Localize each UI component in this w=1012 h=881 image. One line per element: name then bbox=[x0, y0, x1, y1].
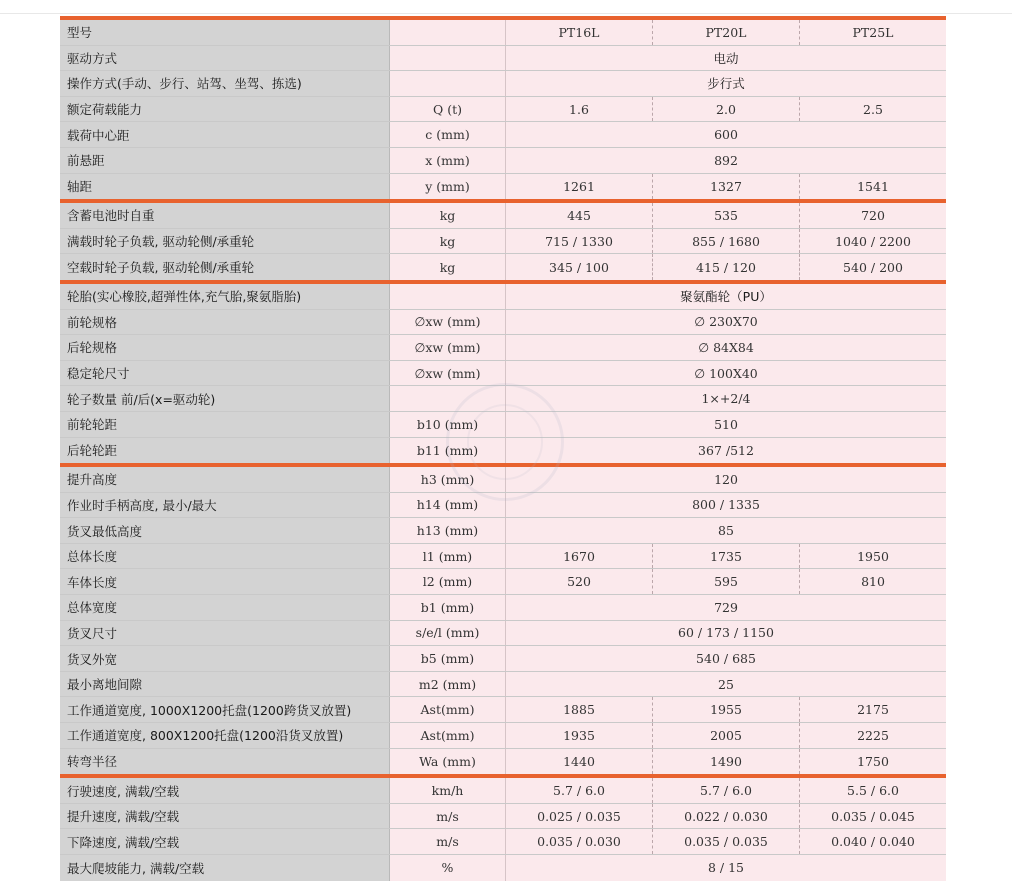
spec-value: 855 / 1680 bbox=[653, 229, 800, 254]
spec-unit: ∅xw (mm) bbox=[390, 335, 506, 360]
spec-unit: m/s bbox=[390, 804, 506, 829]
spec-row bbox=[60, 804, 946, 830]
spec-unit: km/h bbox=[390, 778, 506, 803]
spec-unit: % bbox=[390, 855, 506, 881]
spec-unit: h14 (mm) bbox=[390, 493, 506, 518]
spec-unit: b1 (mm) bbox=[390, 595, 506, 620]
spec-row bbox=[60, 254, 946, 280]
spec-unit: ∅xw (mm) bbox=[390, 310, 506, 335]
spec-value-shared: 85 bbox=[718, 523, 734, 539]
spec-value: 2005 bbox=[653, 723, 800, 748]
spec-value: 1955 bbox=[653, 697, 800, 722]
spec-row bbox=[60, 672, 946, 698]
spec-value-shared: 120 bbox=[714, 471, 738, 487]
spec-label: 型号 bbox=[60, 20, 390, 45]
spec-unit: b10 (mm) bbox=[390, 412, 506, 437]
spec-label: 车体长度 bbox=[60, 569, 390, 594]
spec-unit: kg bbox=[390, 203, 506, 228]
spec-unit: b11 (mm) bbox=[390, 438, 506, 464]
spec-unit: l2 (mm) bbox=[390, 569, 506, 594]
spec-table bbox=[60, 16, 946, 881]
spec-value: 1040 / 2200 bbox=[835, 233, 911, 249]
spec-row bbox=[60, 569, 946, 595]
spec-row bbox=[60, 621, 946, 647]
spec-value: 810 bbox=[861, 574, 885, 590]
spec-row bbox=[60, 749, 946, 775]
spec-value: 345 / 100 bbox=[506, 254, 653, 280]
spec-row bbox=[60, 778, 946, 804]
spec-value: 1490 bbox=[653, 749, 800, 775]
spec-row bbox=[60, 595, 946, 621]
spec-unit bbox=[390, 284, 506, 309]
spec-unit bbox=[390, 71, 506, 96]
spec-value: 1.6 bbox=[506, 97, 653, 122]
spec-row bbox=[60, 203, 946, 229]
spec-value: 5.5 / 6.0 bbox=[847, 783, 899, 799]
spec-unit: Ast(mm) bbox=[390, 723, 506, 748]
spec-value-shared: 25 bbox=[718, 676, 734, 692]
spec-row bbox=[60, 493, 946, 519]
spec-label: 最大爬坡能力, 满载/空载 bbox=[60, 855, 390, 881]
spec-value-shared: 电动 bbox=[713, 50, 739, 66]
spec-value: 1935 bbox=[506, 723, 653, 748]
spec-unit: h13 (mm) bbox=[390, 518, 506, 543]
spec-value-shared: 聚氨酯轮（PU） bbox=[680, 289, 772, 305]
spec-row bbox=[60, 438, 946, 464]
spec-value-shared: ∅ 100X40 bbox=[694, 365, 758, 381]
spec-label: 行驶速度, 满载/空载 bbox=[60, 778, 390, 803]
spec-row bbox=[60, 646, 946, 672]
spec-value-shared: 800 / 1335 bbox=[692, 497, 760, 513]
spec-row bbox=[60, 148, 946, 174]
spec-unit: s/e/l (mm) bbox=[390, 621, 506, 646]
spec-value: 2.0 bbox=[653, 97, 800, 122]
spec-unit bbox=[390, 386, 506, 411]
spec-row bbox=[60, 335, 946, 361]
spec-row bbox=[60, 97, 946, 123]
spec-label: 空载时轮子负载, 驱动轮侧/承重轮 bbox=[60, 254, 390, 280]
spec-value: 5.7 / 6.0 bbox=[653, 778, 800, 803]
spec-unit: l1 (mm) bbox=[390, 544, 506, 569]
spec-value-shared: 8 / 15 bbox=[707, 860, 745, 876]
spec-value: 1750 bbox=[857, 753, 889, 769]
spec-label: 额定荷载能力 bbox=[60, 97, 390, 122]
spec-value: 0.035 / 0.045 bbox=[831, 808, 915, 824]
top-divider bbox=[0, 13, 1012, 14]
spec-value-shared: 540 / 685 bbox=[696, 651, 756, 667]
spec-value-shared: ∅ 84X84 bbox=[698, 339, 754, 355]
spec-label: 作业时手柄高度, 最小/最大 bbox=[60, 493, 390, 518]
spec-value: 0.035 / 0.030 bbox=[506, 829, 653, 854]
spec-label: 货叉外宽 bbox=[60, 646, 390, 671]
spec-row bbox=[60, 467, 946, 493]
spec-value-shared: 729 bbox=[714, 599, 738, 615]
spec-unit: Q (t) bbox=[390, 97, 506, 122]
spec-value-shared: 600 bbox=[714, 127, 738, 143]
spec-label: 最小离地间隙 bbox=[60, 672, 390, 697]
spec-value: 1541 bbox=[857, 178, 889, 194]
spec-value: 535 bbox=[653, 203, 800, 228]
spec-label: 提升速度, 满载/空载 bbox=[60, 804, 390, 829]
spec-value: 415 / 120 bbox=[653, 254, 800, 280]
spec-value: 1735 bbox=[653, 544, 800, 569]
spec-unit: x (mm) bbox=[390, 148, 506, 173]
spec-label: 后轮规格 bbox=[60, 335, 390, 360]
spec-row bbox=[60, 310, 946, 336]
spec-unit: Ast(mm) bbox=[390, 697, 506, 722]
spec-unit: ∅xw (mm) bbox=[390, 361, 506, 386]
spec-value: 5.7 / 6.0 bbox=[506, 778, 653, 803]
spec-value: 1950 bbox=[857, 548, 889, 564]
spec-value-shared: 367 /512 bbox=[698, 442, 754, 458]
spec-label: 含蓄电池时自重 bbox=[60, 203, 390, 228]
spec-unit bbox=[390, 20, 506, 45]
spec-row bbox=[60, 284, 946, 310]
spec-value: 445 bbox=[506, 203, 653, 228]
spec-row bbox=[60, 518, 946, 544]
spec-value: 1327 bbox=[653, 174, 800, 200]
spec-unit: kg bbox=[390, 229, 506, 254]
spec-value: 0.022 / 0.030 bbox=[653, 804, 800, 829]
spec-value-shared: 60 / 173 / 1150 bbox=[678, 625, 774, 641]
spec-row bbox=[60, 122, 946, 148]
spec-row bbox=[60, 361, 946, 387]
spec-row bbox=[60, 697, 946, 723]
spec-label: 前轮轮距 bbox=[60, 412, 390, 437]
spec-label: 货叉最低高度 bbox=[60, 518, 390, 543]
spec-unit: c (mm) bbox=[390, 122, 506, 147]
spec-label: 操作方式(手动、步行、站驾、坐驾、拣选) bbox=[60, 71, 390, 96]
spec-label: 载荷中心距 bbox=[60, 122, 390, 147]
spec-value-shared: 1×+2/4 bbox=[701, 391, 751, 407]
spec-row bbox=[60, 46, 946, 72]
spec-value: 595 bbox=[653, 569, 800, 594]
spec-row bbox=[60, 412, 946, 438]
spec-label: 货叉尺寸 bbox=[60, 621, 390, 646]
spec-value-shared: ∅ 230X70 bbox=[694, 314, 758, 330]
spec-value: 1440 bbox=[506, 749, 653, 775]
spec-unit: b5 (mm) bbox=[390, 646, 506, 671]
spec-label: 满载时轮子负载, 驱动轮侧/承重轮 bbox=[60, 229, 390, 254]
spec-unit: m/s bbox=[390, 829, 506, 854]
spec-value: 1261 bbox=[506, 174, 653, 200]
spec-row bbox=[60, 829, 946, 855]
spec-row bbox=[60, 544, 946, 570]
spec-label: 前轮规格 bbox=[60, 310, 390, 335]
spec-value: 2175 bbox=[857, 702, 889, 718]
spec-value: 2.5 bbox=[863, 101, 883, 117]
spec-label: 工作通道宽度, 800X1200托盘(1200沿货叉放置) bbox=[60, 723, 390, 748]
spec-value: 715 / 1330 bbox=[506, 229, 653, 254]
spec-label: 轴距 bbox=[60, 174, 390, 200]
spec-label: 转弯半径 bbox=[60, 749, 390, 775]
spec-value: 2225 bbox=[857, 727, 889, 743]
spec-unit: m2 (mm) bbox=[390, 672, 506, 697]
spec-row bbox=[60, 723, 946, 749]
spec-row bbox=[60, 229, 946, 255]
spec-value: 0.040 / 0.040 bbox=[831, 834, 915, 850]
spec-value: 540 / 200 bbox=[843, 259, 903, 275]
spec-value: 720 bbox=[861, 207, 885, 223]
spec-row bbox=[60, 855, 946, 881]
spec-value-shared: 步行式 bbox=[707, 76, 745, 92]
spec-unit: Wa (mm) bbox=[390, 749, 506, 775]
spec-value: PT20L bbox=[653, 20, 800, 45]
spec-label: 轮胎(实心橡胶,超弹性体,充气胎,聚氨脂胎) bbox=[60, 284, 390, 309]
spec-unit: kg bbox=[390, 254, 506, 280]
spec-label: 下降速度, 满载/空载 bbox=[60, 829, 390, 854]
spec-label: 轮子数量 前/后(x=驱动轮) bbox=[60, 386, 390, 411]
spec-value: 0.025 / 0.035 bbox=[506, 804, 653, 829]
spec-value-shared: 510 bbox=[714, 416, 738, 432]
spec-value: 1670 bbox=[506, 544, 653, 569]
spec-label: 总体长度 bbox=[60, 544, 390, 569]
spec-value: 0.035 / 0.035 bbox=[653, 829, 800, 854]
spec-label: 后轮轮距 bbox=[60, 438, 390, 464]
spec-unit: y (mm) bbox=[390, 174, 506, 200]
spec-unit: h3 (mm) bbox=[390, 467, 506, 492]
spec-value: 1885 bbox=[506, 697, 653, 722]
spec-row bbox=[60, 386, 946, 412]
spec-row bbox=[60, 174, 946, 200]
spec-value: 520 bbox=[506, 569, 653, 594]
spec-value-shared: 892 bbox=[714, 152, 738, 168]
spec-label: 提升高度 bbox=[60, 467, 390, 492]
spec-label: 前悬距 bbox=[60, 148, 390, 173]
spec-label: 总体宽度 bbox=[60, 595, 390, 620]
spec-label: 稳定轮尺寸 bbox=[60, 361, 390, 386]
spec-value: PT16L bbox=[506, 20, 653, 45]
spec-row bbox=[60, 20, 946, 46]
spec-unit bbox=[390, 46, 506, 71]
spec-value: PT25L bbox=[852, 24, 894, 40]
spec-row bbox=[60, 71, 946, 97]
spec-label: 驱动方式 bbox=[60, 46, 390, 71]
spec-label: 工作通道宽度, 1000X1200托盘(1200跨货叉放置) bbox=[60, 697, 390, 722]
